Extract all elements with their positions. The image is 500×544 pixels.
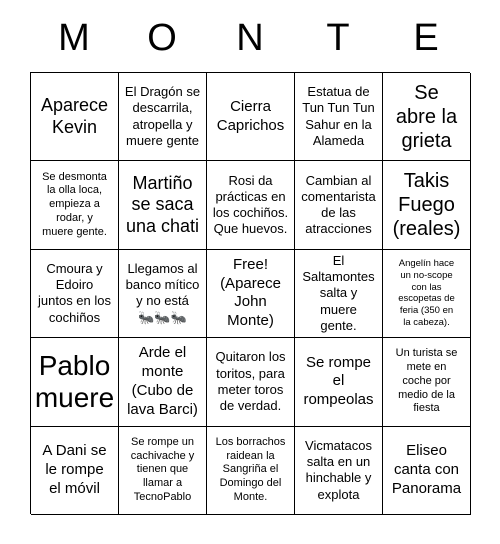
- header-letter-n: N: [236, 16, 264, 59]
- header-letter-o: O: [147, 16, 177, 59]
- bingo-cell[interactable]: Se desmonta la olla loca, empieza a rodar, y muere gente.: [31, 161, 119, 249]
- bingo-cell[interactable]: Cambian al comentarista de las atracciones: [295, 161, 383, 249]
- bingo-cell[interactable]: Angelín hace un no-scope con las escopetas de feria (350 en la cabeza).: [383, 250, 471, 338]
- bingo-cell[interactable]: Arde el monte (Cubo de lava Barci): [119, 338, 207, 426]
- bingo-cell[interactable]: Vicmatacos salta en un hinchable y explota: [295, 427, 383, 515]
- bingo-cell[interactable]: Pablo muere: [31, 338, 119, 426]
- bingo-cell[interactable]: Estatua de Tun Tun Tun Sahur en la Alameda: [295, 73, 383, 161]
- bingo-cell[interactable]: Se rompe el rompeolas: [295, 338, 383, 426]
- bingo-cell[interactable]: Llegamos al banco mítico y no está 🐜🐜🐜: [119, 250, 207, 338]
- bingo-cell[interactable]: Martiño se saca una chati: [119, 161, 207, 249]
- bingo-cell[interactable]: Se rompe un cachivache y tienen que llamar a TecnoPablo: [119, 427, 207, 515]
- bingo-cell[interactable]: El Saltamontes salta y muere gente.: [295, 250, 383, 338]
- header-letter-m: M: [58, 16, 90, 59]
- bingo-cell[interactable]: Cierra Caprichos: [207, 73, 295, 161]
- bingo-cell[interactable]: Aparece Kevin: [31, 73, 119, 161]
- bingo-cell[interactable]: A Dani se le rompe el móvil: [31, 427, 119, 515]
- bingo-cell[interactable]: Takis Fuego (reales): [383, 161, 471, 249]
- bingo-cell[interactable]: Se abre la grieta: [383, 73, 471, 161]
- bingo-cell[interactable]: Eliseo canta con Panorama: [383, 427, 471, 515]
- bingo-cell[interactable]: Los borrachos raidean la Sangriña el Domingo del Monte.: [207, 427, 295, 515]
- bingo-cell[interactable]: Quitaron los toritos, para meter toros de verdad.: [207, 338, 295, 426]
- bingo-grid: [30, 72, 470, 514]
- bingo-header: [30, 0, 470, 72]
- bingo-cell[interactable]: Rosi da prácticas en los cochiños. Que huevos.: [207, 161, 295, 249]
- bingo-cell[interactable]: Un turista se mete en coche por medio de la fiesta: [383, 338, 471, 426]
- header-letter-e: E: [413, 16, 439, 59]
- bingo-cell[interactable]: El Dragón se descarrila, atropella y muere gente: [119, 73, 207, 161]
- bingo-cell[interactable]: Cmoura y Edoiro juntos en los cochiños: [31, 250, 119, 338]
- header-letter-t: T: [326, 16, 350, 59]
- bingo-cell free-space[interactable]: Free! (Aparece John Monte): [207, 250, 295, 338]
